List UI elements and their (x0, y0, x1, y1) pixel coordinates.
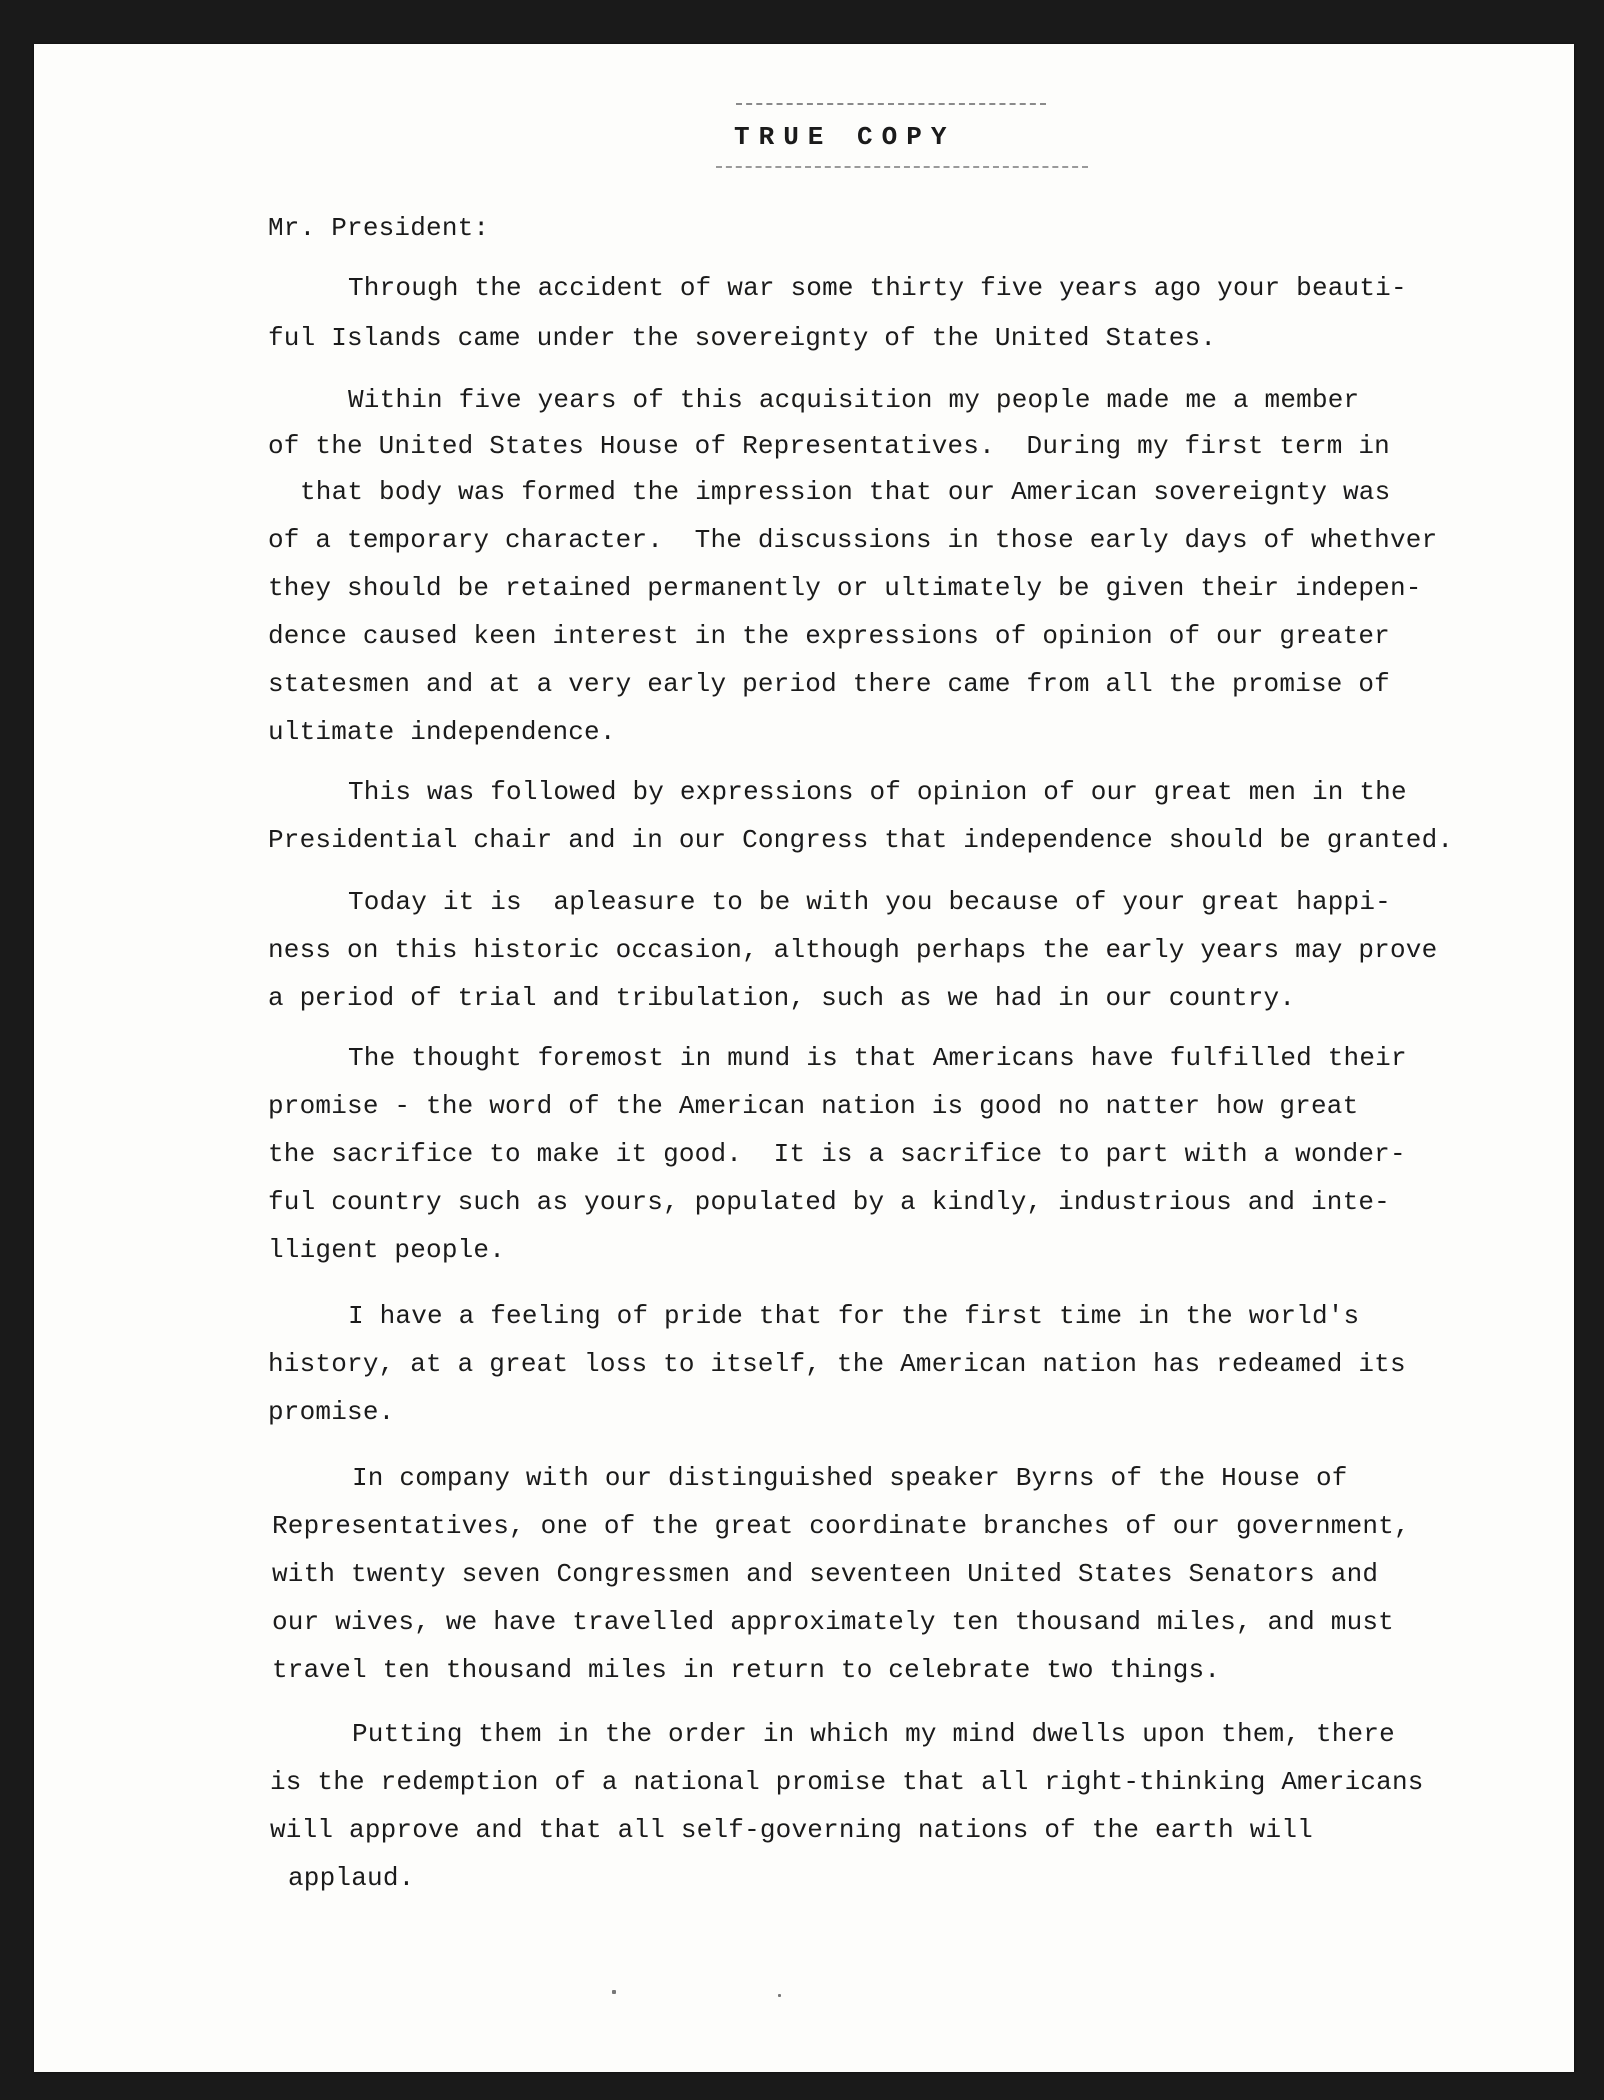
paragraph-4-line-3: a period of trial and tribulation, such as we had in our country. (268, 983, 1296, 1013)
paragraph-8-line-4: applaud. (288, 1863, 415, 1893)
paragraph-7-line-1: In company with our distinguished speaker Byrns of the House of (352, 1463, 1348, 1493)
paragraph-3-line-2: Presidential chair and in our Congress that independence should be granted. (268, 825, 1454, 855)
scan-speck (612, 1990, 616, 1994)
paragraph-7-line-3: with twenty seven Congressmen and seventeen United States Senators and (272, 1559, 1379, 1589)
paragraph-2-line-8: ultimate independence. (268, 717, 616, 747)
salutation: Mr. President: (268, 213, 490, 243)
document-title: TRUE COPY (734, 122, 956, 152)
paragraph-8-line-2: is the redemption of a national promise that all right-thinking Americans (270, 1767, 1424, 1797)
paragraph-4-line-2: ness on this historic occasion, although perhaps the early years may prove (268, 935, 1438, 965)
paragraph-6-line-3: promise. (268, 1397, 395, 1427)
paragraph-2-line-5: they should be retained permanently or ultimately be given their indepen- (268, 573, 1422, 603)
paragraph-1-line-1: Through the accident of war some thirty five years ago your beauti- (348, 273, 1407, 303)
paragraph-2-line-6: dence caused keen interest in the expressions of opinion of our greater (268, 621, 1390, 651)
paragraph-7-line-5: travel ten thousand miles in return to celebrate two things. (272, 1655, 1221, 1685)
paragraph-1-line-2: ful Islands came under the sovereignty of the United States. (268, 323, 1217, 353)
paragraph-2-line-4: of a temporary character. The discussions in those early days of whethver (268, 525, 1438, 555)
paragraph-5-line-1: The thought foremost in mund is that Americans have fulfilled their (348, 1043, 1407, 1073)
scan-speck (778, 1994, 781, 1997)
paragraph-3-line-1: This was followed by expressions of opinion of our great men in the (348, 777, 1407, 807)
paragraph-6-line-1: I have a feeling of pride that for the first time in the world's (348, 1301, 1360, 1331)
paragraph-5-line-3: the sacrifice to make it good. It is a sacrifice to part with a wonder- (268, 1139, 1406, 1169)
paragraph-2-line-7: statesmen and at a very early period there came from all the promise of (268, 669, 1390, 699)
paragraph-2-line-1: Within five years of this acquisition my people made me a member (348, 385, 1360, 415)
paragraph-8-line-1: Putting them in the order in which my mind dwells upon them, there (352, 1719, 1395, 1749)
paragraph-5-line-4: ful country such as yours, populated by a kindly, industrious and inte- (268, 1187, 1390, 1217)
paragraph-7-line-2: Representatives, one of the great coordinate branches of our government, (272, 1511, 1410, 1541)
document-body (34, 44, 1574, 2072)
paragraph-8-line-3: will approve and that all self-governing nations of the earth will (270, 1815, 1313, 1845)
paragraph-6-line-2: history, at a great loss to itself, the American nation has redeamed its (268, 1349, 1406, 1379)
document-page (34, 44, 1574, 2072)
paragraph-7-line-4: our wives, we have travelled approximately ten thousand miles, and must (272, 1607, 1394, 1637)
paragraph-5-line-2: promise - the word of the American nation is good no natter how great (268, 1091, 1359, 1121)
paragraph-2-line-2: of the United States House of Representatives. During my first term in (268, 431, 1390, 461)
paragraph-5-line-5: lligent people. (268, 1235, 506, 1265)
paragraph-4-line-1: Today it is apleasure to be with you because of your great happi- (348, 887, 1391, 917)
paragraph-2-line-3: that body was formed the impression that our American sovereignty was (300, 477, 1391, 507)
